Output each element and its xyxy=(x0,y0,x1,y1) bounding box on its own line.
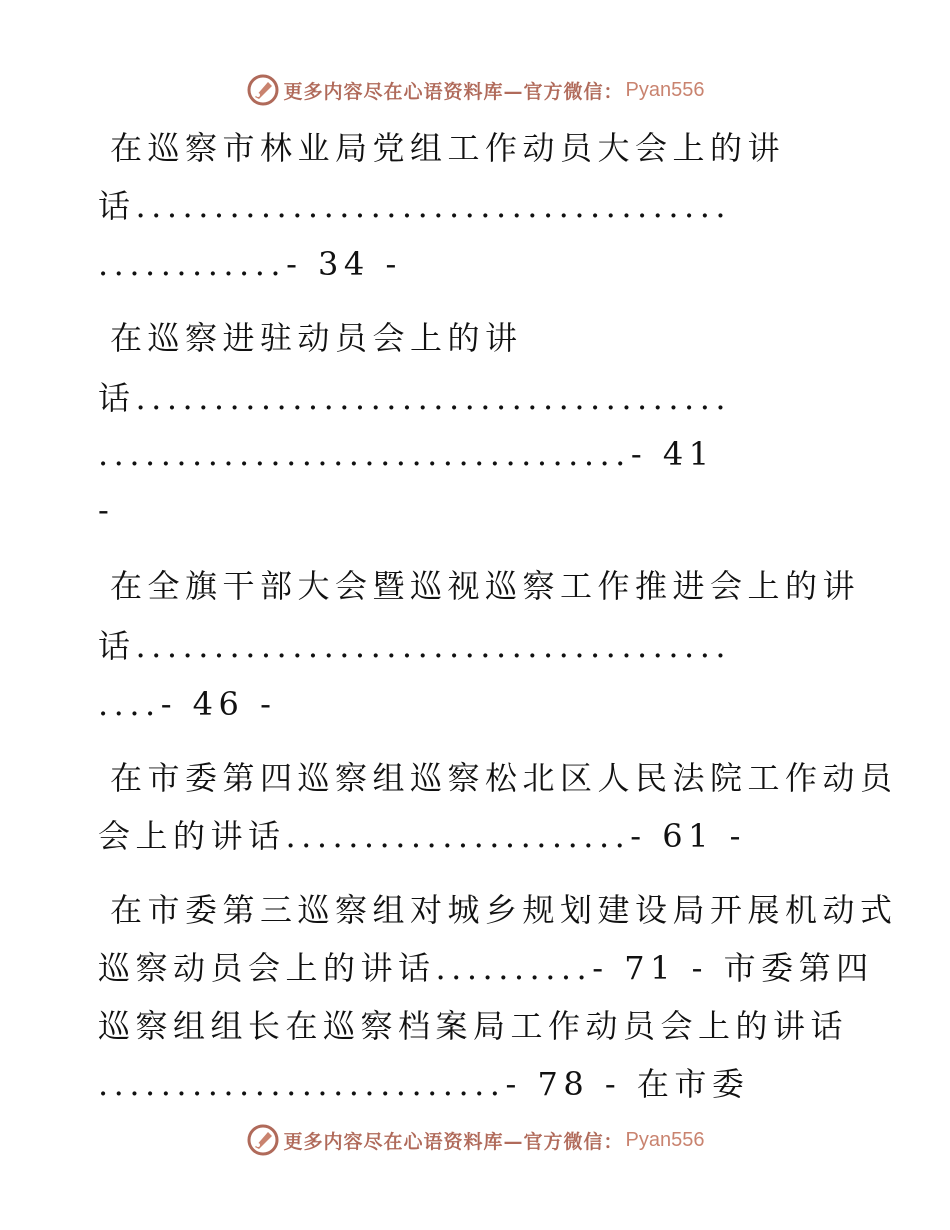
toc-entry-title: 在全旗干部大会暨巡视巡察工作推进会上的讲 xyxy=(110,567,861,605)
watermark-id: Pyan556 xyxy=(625,78,705,101)
toc-page-number: ..................................- 41 xyxy=(98,435,715,473)
footer-watermark xyxy=(0,1120,950,1160)
toc-entry-title: 巡察组组长在巡察档案局工作动员会上的讲话 xyxy=(98,1007,849,1045)
toc-entry-title: 在市委第四巡察组巡察松北区人民法院工作动员 xyxy=(110,759,898,797)
toc-entry-title: 会上的讲话......................- 61 - xyxy=(98,817,746,855)
toc-entry-title: 在市委第三巡察组对城乡规划建设局开展机动式 xyxy=(110,891,898,929)
watermark-id: Pyan556 xyxy=(625,1128,705,1151)
pen-nib-circle-icon xyxy=(246,73,280,107)
toc-entry-title: 在巡察进驻动员会上的讲 xyxy=(110,319,523,357)
watermark-text: 更多内容尽在心语资料库—官方微信： xyxy=(283,1130,624,1153)
toc-entry-title: 在巡察市林业局党组工作动员大会上的讲 xyxy=(110,129,786,167)
toc-page-number: ....- 46 - xyxy=(98,685,277,723)
pen-nib-circle-icon xyxy=(246,1123,280,1157)
watermark-text: 更多内容尽在心语资料库—官方微信： xyxy=(283,80,624,103)
toc-leader: 话...................................... xyxy=(98,187,732,225)
toc-leader: ..........................- 78 - 在市委 xyxy=(98,1065,750,1103)
toc-leader: 话...................................... xyxy=(98,379,732,417)
toc-page-number: - xyxy=(98,491,115,529)
toc-entry-title: 巡察动员会上的讲话..........- 71 - 市委第四 xyxy=(98,949,874,987)
toc-leader: 话...................................... xyxy=(98,627,732,665)
toc-page-number: ............- 34 - xyxy=(98,245,402,283)
header-watermark xyxy=(0,70,950,110)
